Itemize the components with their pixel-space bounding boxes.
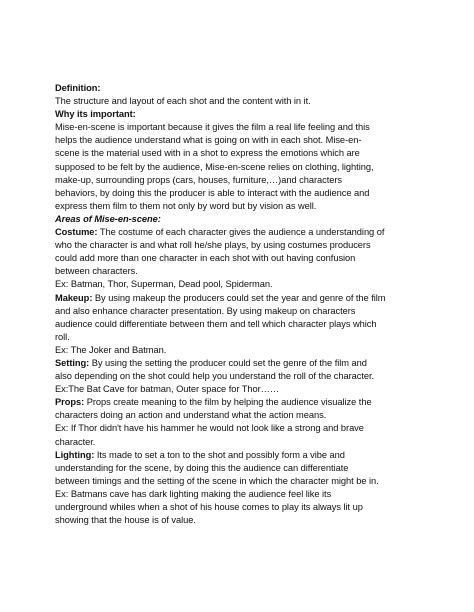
areas-heading: Areas of Mise-en-scene:	[55, 213, 161, 224]
why-important-line: behaviors, by doing this the producer is able to interact with the audience and	[55, 187, 370, 198]
document-page	[55, 82, 447, 527]
lighting-line: Ex: Batmans cave has dark lighting making the audience feel like its	[55, 488, 332, 499]
costume-line: between characters.	[55, 266, 138, 277]
costume-text: The costume of each character gives the audience a understanding of	[97, 227, 385, 238]
props-line: character.	[55, 436, 96, 447]
definition-heading: Definition:	[55, 83, 101, 93]
setting-label: Setting:	[55, 357, 90, 368]
makeup-label: Makeup:	[55, 292, 93, 303]
costume-example: Ex: Batman, Thor, Superman, Dead pool, Spiderman.	[55, 279, 273, 290]
makeup-line: roll.	[55, 331, 70, 342]
props-line: characters doing an action and understand what the action means.	[55, 410, 327, 421]
why-important-line: Mise-en-scene is important because it gives the film a real life feeling and this	[55, 122, 370, 133]
lighting-line: between timings and the setting of the scene in which the character might be in.	[55, 475, 379, 486]
costume-line: who the character is and what roll he/she plays, by using costumes producers	[55, 240, 371, 251]
setting-text: By using the setting the producer could set the genre of the film and	[89, 357, 367, 368]
makeup-example: Ex: The Joker and Batman.	[55, 344, 167, 355]
why-important-line: helps the audience understand what is going on with in each shot. Mise-en-	[55, 135, 362, 146]
props-line: Ex: If Thor didn't have his hammer he would not look like a strong and brave	[55, 423, 364, 434]
lighting-line: underground whiles when a shot of his house comes to play its always lit up	[55, 502, 363, 512]
lighting-label: Lighting:	[55, 449, 95, 460]
definition-text: The structure and layout of each shot and the content with in it.	[55, 96, 311, 107]
costume-paragraph-first-line	[55, 226, 447, 239]
props-label: Props:	[55, 397, 85, 408]
makeup-text: By using makeup the producers could set the year and genre of the film	[92, 292, 386, 303]
setting-paragraph-first-line	[55, 357, 447, 370]
makeup-paragraph-first-line	[55, 292, 447, 305]
makeup-line: and also enhance character presentation. By using makeup on characters	[55, 305, 356, 316]
why-important-line: supposed to be felt by the audience, Mise-en-scene relies on clothing, lighting,	[55, 161, 374, 172]
props-text: Props create meaning to the film by helping the audience visualize the	[84, 397, 372, 408]
costume-label: Costume:	[55, 227, 98, 238]
lighting-text: Its made to set a ton to the shot and possibly form a vibe and	[94, 449, 345, 460]
props-paragraph-first-line	[55, 396, 447, 409]
makeup-line: audience could differentiate between them and tell which character plays which	[55, 318, 377, 329]
why-important-line: express them film to them not only by word but by vision as well.	[55, 200, 317, 211]
costume-line: could add more than one character in each shot with out having confusion	[55, 253, 356, 264]
why-important-heading: Why its important:	[55, 109, 136, 120]
lighting-line: showing that the house is of value.	[55, 515, 196, 526]
why-important-line: make-up, surrounding props (cars, houses, furniture,…)and characters	[55, 174, 343, 185]
lighting-paragraph-first-line	[55, 449, 447, 462]
setting-line: also depending on the shot could help you understand the roll of the character.	[55, 371, 375, 382]
why-important-line: scene is the material used with in a shot to express the emotions which are	[55, 148, 360, 159]
lighting-line: understanding for the scene, by doing this the audience can differentiate	[55, 462, 349, 473]
setting-example: Ex:The Bat Cave for batman, Outer space for Thor……	[55, 384, 280, 395]
